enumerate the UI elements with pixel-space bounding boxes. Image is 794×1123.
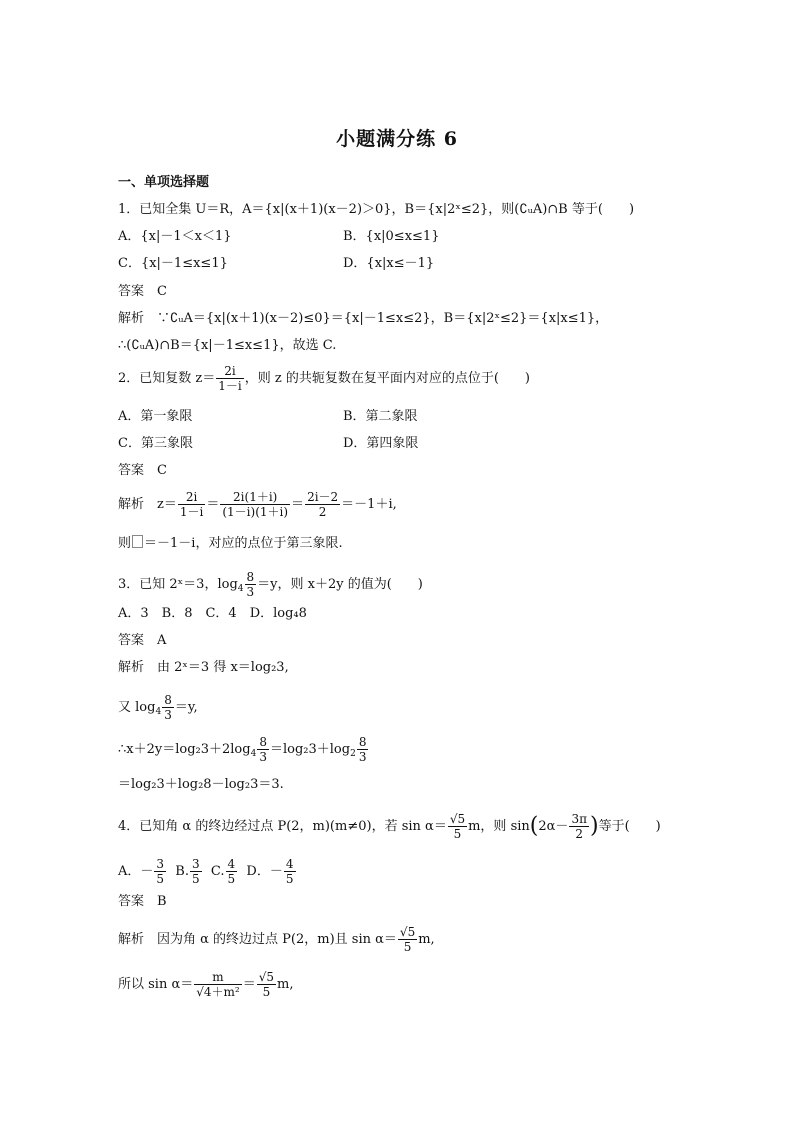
sqrt5-over-5 — [257, 970, 276, 999]
q2-stem-text: 2．已知复数 z＝ — [118, 371, 216, 386]
q1-explanation-2: ∴(∁ᵤA)∩B＝{x|－1≤x≤1}，故选 C. — [118, 338, 337, 353]
q2-option-a: A．第一象限 — [118, 409, 193, 424]
q1-option-b: B．{x|0≤x≤1} — [343, 229, 440, 244]
sqrt5-over-5 — [448, 812, 467, 841]
fraction-numerator: 2i(1＋i) — [220, 490, 290, 505]
fraction-1 — [178, 490, 205, 519]
fraction-denominator: 3 — [358, 750, 367, 764]
q2-option-c: C．第三象限 — [118, 436, 193, 451]
q4-exp1-text: 解析 因为角 α 的终边过点 P(2，m)且 sin α＝ — [118, 932, 397, 947]
q3-fraction-2 — [162, 693, 174, 722]
fraction-denominator: 3 — [164, 708, 172, 722]
fraction-numerator: 4 — [285, 857, 294, 871]
q3-options: A．3 B．8 C．4 D．log₄8 — [118, 606, 307, 621]
fraction-numerator: m — [194, 970, 241, 985]
q2-exp-text-end: ＝－1＋i, — [341, 497, 397, 512]
m-over-sqrt — [194, 970, 241, 999]
sqrt5-over-5 — [398, 925, 417, 954]
q1-stem: 1．已知全集 U＝R，A＝{x|(x＋1)(x－2)＞0}，B＝{x|2ˣ≤2}，则(∁ᵤA)∩B 等于( ) — [118, 202, 635, 217]
fraction-numerator: 2i－2 — [307, 490, 339, 504]
fraction-numerator: √5 — [449, 812, 466, 826]
fraction-numerator: √5 — [399, 925, 416, 939]
q2-fraction — [216, 364, 243, 393]
q4-stem: 4．已知角 α 的终边经过点 P(2，m)(m≠0)，若 sin α＝ $\frac{√5}{5}$ m，则 sin(2α－ $\frac{3\pi}{2}$ )等于( ) — [118, 812, 661, 841]
q4-option-a-fraction — [154, 857, 166, 886]
log-base: 4 — [250, 749, 257, 759]
q4-option-b-fraction — [190, 857, 202, 886]
fraction-denominator: 5 — [453, 827, 462, 841]
q3-explanation-4: ＝log₂3＋log₂8－log₂3＝3. — [118, 777, 284, 792]
q4-explanation-1 — [118, 925, 435, 954]
fraction-3 — [305, 490, 340, 519]
q4-option-c-fraction — [226, 857, 238, 886]
q2-stem — [118, 364, 530, 393]
fraction-denominator: 1－i — [179, 505, 204, 519]
q2-exp2-text-end: ＝－1－i，对应的点位于第三象限. — [144, 536, 343, 551]
log-base: 4 — [155, 707, 162, 717]
fraction-numerator: 8 — [246, 570, 255, 584]
fraction-denominator: √4＋m² — [196, 985, 240, 999]
q3-exp2-text: 又 log — [118, 700, 156, 715]
page-title: 小题满分练 6 — [336, 128, 458, 150]
q3-stem-text-end: ＝y，则 x＋2y 的值为( ) — [257, 577, 423, 592]
q1-option-a: A．{x|－1＜x＜1} — [118, 229, 232, 244]
fraction-numerator: 8 — [259, 735, 267, 749]
q3-answer: 答案 A — [118, 633, 167, 648]
q3-fraction-4 — [357, 735, 369, 764]
fraction-denominator: 5 — [156, 872, 165, 886]
q1-option-c: C．{x|－1≤x≤1} — [118, 256, 228, 271]
fraction-numerator: 8 — [358, 735, 367, 749]
fraction-numerator: 3π — [571, 812, 587, 826]
fraction-denominator: 2 — [575, 827, 584, 841]
fraction-2 — [220, 490, 290, 519]
q4-inner-text: 2α－ — [538, 819, 569, 834]
q2-explanation-2 — [118, 535, 343, 553]
fraction-numerator: 3 — [156, 857, 165, 871]
q3-exp3-text: ∴x＋2y＝log₂3＋2log — [118, 742, 251, 757]
fraction-numerator: 4 — [227, 857, 236, 871]
q1-explanation-1: 解析 ∵∁ᵤA＝{x|(x＋1)(x－2)≤0}＝{x|－1≤x≤2}，B＝{x|2ˣ≤2}＝{x|x≤1}， — [118, 311, 609, 326]
fraction-denominator: 2 — [318, 505, 327, 519]
log-base: 4 — [237, 584, 244, 594]
q4-exp2-text-end: m, — [277, 977, 294, 992]
q2-stem-text-end: ，则 z 的共轭复数在复平面内对应的点位于( ) — [244, 371, 531, 386]
fraction-denominator: 5 — [191, 872, 200, 886]
section-heading: 一、单项选择题 — [118, 175, 210, 190]
q2-option-b: B．第二象限 — [343, 409, 418, 424]
q3-exp2-text-end: ＝y, — [174, 700, 198, 715]
q4-option-a-label: A．－ — [118, 864, 154, 879]
fraction-numerator: 2i — [178, 490, 205, 505]
q3-stem — [118, 570, 423, 599]
fraction-numerator: √5 — [258, 970, 275, 984]
q4-stem-mid: m，则 sin — [468, 819, 530, 834]
q3-fraction-3 — [257, 735, 269, 764]
q4-explanation-2: 所以 sin α＝ $\frac{m}{\text{√4＋m²}}$ ＝ $\frac{√5}{5}$ m, — [118, 970, 294, 999]
q4-exp1-text-end: m, — [418, 932, 435, 947]
q1-answer: 答案 C — [118, 284, 167, 299]
q3-stem-text: 3．已知 2ˣ＝3，log — [118, 577, 238, 592]
fraction-denominator: 5 — [262, 985, 271, 999]
q3-explanation-1: 解析 由 2ˣ＝3 得 x＝log₂3, — [118, 660, 289, 675]
q4-stem-text-end: 等于( ) — [598, 819, 661, 834]
fraction-denominator: 5 — [285, 872, 294, 886]
q4-stem-text: 4．已知角 α 的终边经过点 P(2，m)(m≠0)，若 sin α＝ — [118, 819, 447, 834]
q1-option-d: D．{x|x≤－1} — [343, 256, 435, 271]
missing-glyph-icon — [132, 535, 143, 548]
q2-exp2-text: 则 — [118, 536, 132, 551]
q2-explanation-1: 解析 z＝ $\frac{2i}{1-i}$ ＝ $\frac{2i(1+i)}{(1-i)(1+i)}$ ＝ $\frac{2i-2}{2}$ ＝－1＋i, — [118, 490, 397, 519]
q4-exp2-text: 所以 sin α＝ — [118, 977, 194, 992]
q4-option-d-label: D．－ — [246, 864, 283, 879]
q3-fraction — [245, 570, 257, 599]
q3-exp3-mid: ＝log₂3＋log — [269, 742, 351, 757]
fraction-denominator: 5 — [227, 872, 236, 886]
fraction-denominator: 3 — [259, 750, 267, 764]
q3-explanation-2 — [118, 693, 198, 722]
q2-answer: 答案 C — [118, 463, 167, 478]
q4-option-d-fraction — [284, 857, 296, 886]
q4-answer: 答案 B — [118, 894, 167, 909]
q4-options — [118, 857, 297, 886]
fraction-denominator: (1－i)(1＋i) — [222, 505, 289, 519]
fraction-denominator: 3 — [246, 585, 255, 599]
q2-option-d: D．第四象限 — [343, 436, 419, 451]
fraction-numerator: 2i — [216, 364, 243, 379]
q3-explanation-3: $\therefore x+2y=\log_23+2\log_4$ $\frac{8}{3}$ $=\log_23+\log_2$ $\frac{8}{3}$ — [118, 735, 367, 764]
q2-exp-text: 解析 z＝ — [118, 497, 177, 512]
fraction-denominator: 1－i — [218, 379, 242, 393]
q4-option-c-label: C. — [210, 864, 225, 879]
three-pi-over-two — [569, 812, 589, 841]
fraction-denominator: 5 — [403, 940, 412, 954]
q4-option-b-label: B. — [175, 864, 189, 879]
fraction-numerator: 3 — [191, 857, 200, 871]
fraction-numerator: 8 — [164, 693, 172, 707]
